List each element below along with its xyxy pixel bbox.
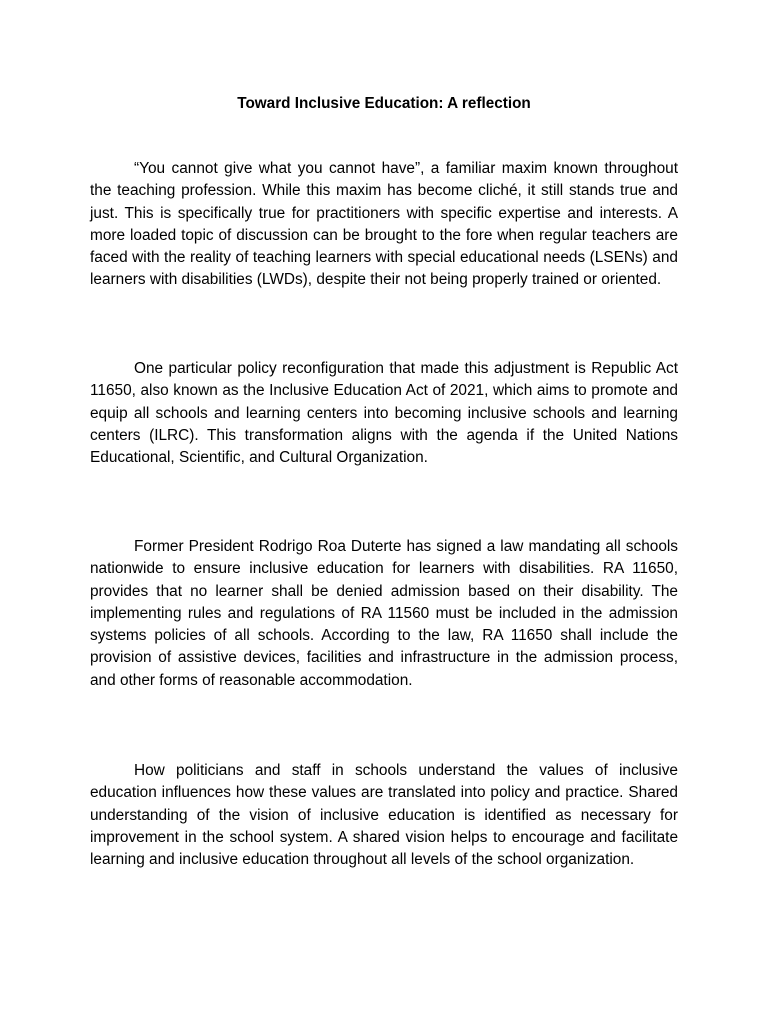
document-title: Toward Inclusive Education: A reflection	[237, 95, 531, 112]
paragraph-1: “You cannot give what you cannot have”, a familiar maxim known throughout the teaching profession. While this maxim has become cliché, it still stands true and just. This is specifically true for practitioners with specific expertise and interests. A more loaded topic of discussion can be brought to the fore when regular teachers are faced with the reality of teaching learners with special educational needs (LSENs) and learners with disabilities (LWDs), despite their not being properly trained or oriented.	[90, 160, 678, 289]
paragraph-4: How politicians and staff in schools understand the values of inclusive education influences how these values are translated into policy and practice. Shared understanding of the vision of inclusive education is identified as necessary for improvement in the school system. A shared vision helps to encourage and facilitate learning and inclusive education throughout all levels of the school organization.	[90, 762, 678, 869]
paragraph-3: Former President Rodrigo Roa Duterte has signed a law mandating all schools nationwide to ensure inclusive education for learners with disabilities. RA 11650, provides that no learner shall be denied admission based on their disability. The implementing rules and regulations of RA 11560 must be included in the admission systems policies of all schools. According to the law, RA 11650 shall include the provision of assistive devices, facilities and infrastructure in the admission process, and other forms of reasonable accommodation.	[90, 538, 678, 689]
paragraph-2: One particular policy reconfiguration that made this adjustment is Republic Act 11650, also known as the Inclusive Education Act of 2021, which aims to promote and equip all schools and learning centers into becoming inclusive schools and learning centers (ILRC). This transformation aligns with the agenda if the United Nations Educational, Scientific, and Cultural Organization.	[90, 360, 678, 467]
